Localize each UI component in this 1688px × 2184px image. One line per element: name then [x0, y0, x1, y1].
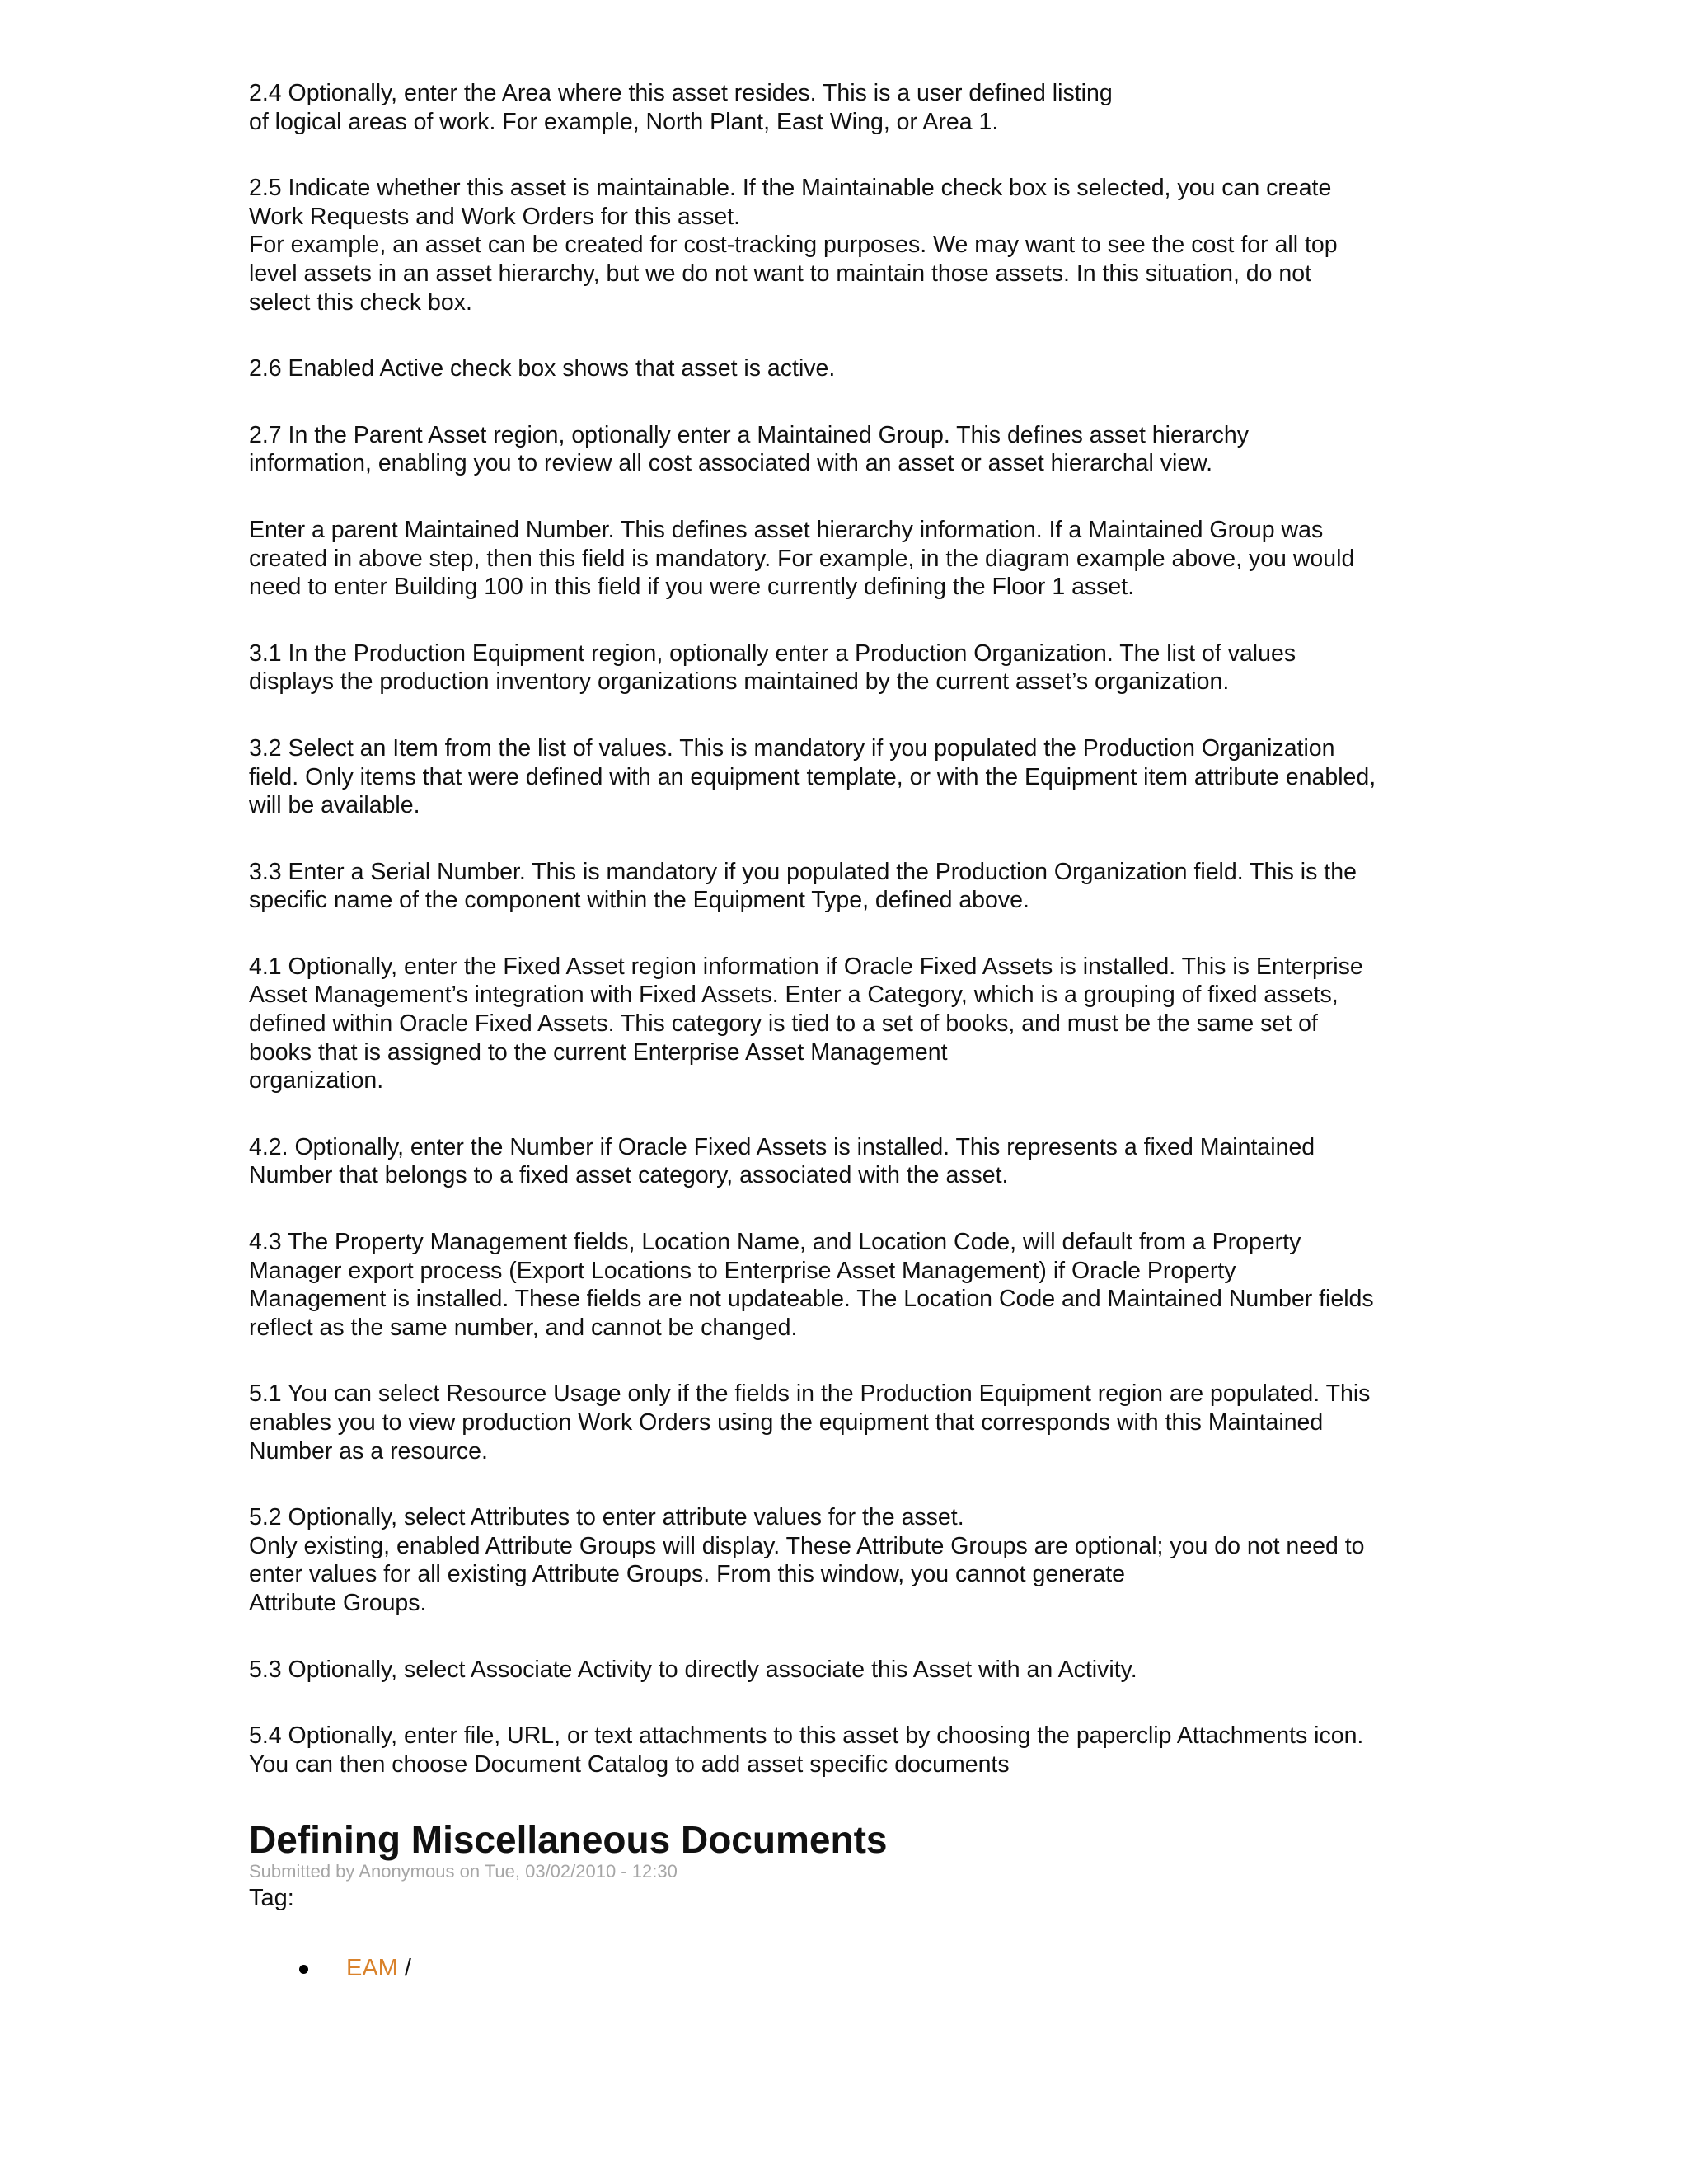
- paragraph-line: displays the production inventory organizations maintained by the current asset’s organization.: [249, 668, 1230, 696]
- paragraph-line: 2.4 Optionally, enter the Area where this asset resides. This is a user defined listing: [249, 80, 1113, 106]
- document-page: [249, 79, 1461, 1982]
- paragraph: [249, 1380, 1461, 1465]
- paragraph-line: 3.1 In the Production Equipment region, optionally enter a Production Organization. The list of values: [249, 640, 1296, 667]
- paragraph-line: Management is installed. These fields are not updateable. The Location Code and Maintained Number fields: [249, 1286, 1374, 1313]
- paragraph: [249, 953, 1461, 1095]
- paragraph-line: 4.2. Optionally, enter the Number if Oracle Fixed Assets is installed. This represents a fixed Maintained: [249, 1133, 1315, 1160]
- paragraph-line: reflect as the same number, and cannot be changed.: [249, 1314, 798, 1341]
- body-text: [249, 79, 1461, 1779]
- paragraph: [249, 421, 1461, 478]
- paragraph-line: Work Requests and Work Orders for this asset.: [249, 203, 741, 230]
- article-teaser: [249, 1816, 1461, 1982]
- paragraph-line: 2.6 Enabled Active check box shows that asset is active.: [249, 355, 836, 382]
- paragraph: [249, 1133, 1461, 1190]
- paragraph-line: books that is assigned to the current Enterprise Asset Management: [249, 1038, 948, 1066]
- paragraph: [249, 1656, 1461, 1685]
- paragraph-line: need to enter Building 100 in this field if you were currently defining the Floor 1 asset.: [249, 574, 1135, 601]
- paragraph-line: enables you to view production Work Orders using the equipment that corresponds with this Maintained: [249, 1409, 1324, 1436]
- paragraph-line: Only existing, enabled Attribute Groups will display. These Attribute Groups are optional; you do not need to: [249, 1532, 1365, 1559]
- paragraph-line: 3.2 Select an Item from the list of values. This is mandatory if you populated the Production Organization: [249, 734, 1335, 762]
- paragraph-line: 2.7 In the Parent Asset region, optionally enter a Maintained Group. This defines asset hierarchy: [249, 421, 1250, 448]
- paragraph: [249, 1503, 1461, 1617]
- paragraph: [249, 516, 1461, 602]
- paragraph-line: 4.3 The Property Management fields, Location Name, and Location Code, will default from a Property: [249, 1229, 1301, 1256]
- paragraph-line: of logical areas of work. For example, North Plant, East Wing, or Area 1.: [249, 108, 999, 135]
- tag-separator: /: [404, 1955, 411, 1982]
- paragraph: [249, 354, 1461, 383]
- article-title[interactable]: Defining Miscellaneous Documents: [249, 1818, 888, 1862]
- paragraph-line: 3.3 Enter a Serial Number. This is mandatory if you populated the Production Organization field. This is the: [249, 858, 1357, 885]
- paragraph-line: 2.5 Indicate whether this asset is maintainable. If the Maintainable check box is selected, you can create: [249, 175, 1332, 202]
- paragraph: [249, 734, 1461, 820]
- paragraph-line: 5.1 You can select Resource Usage only if the fields in the Production Equipment region are populated. This: [249, 1380, 1371, 1408]
- paragraph-line: level assets in an asset hierarchy, but we do not want to maintain those assets. In this situation, do not: [249, 260, 1312, 287]
- paragraph-line: will be available.: [249, 792, 420, 819]
- paragraph: [249, 858, 1461, 915]
- paragraph: [249, 1722, 1461, 1779]
- paragraph-line: 5.3 Optionally, select Associate Activity to directly associate this Asset with an Activity.: [249, 1656, 1137, 1683]
- paragraph-line: Enter a parent Maintained Number. This defines asset hierarchy information. If a Maintained Group was: [249, 516, 1324, 543]
- paragraph-line: field. Only items that were defined with an equipment template, or with the Equipment item attribute enabled,: [249, 763, 1376, 790]
- paragraph-line: Attribute Groups.: [249, 1589, 427, 1616]
- paragraph-line: You can then choose Document Catalog to add asset specific documents: [249, 1750, 1010, 1778]
- paragraph-line: For example, an asset can be created for cost-tracking purposes. We may want to see the cost for all top: [249, 232, 1338, 259]
- paragraph-line: 5.4 Optionally, enter file, URL, or text attachments to this asset by choosing the paperclip Attachments icon.: [249, 1722, 1364, 1750]
- paragraph: [249, 640, 1461, 696]
- paragraph-line: Number that belongs to a fixed asset category, associated with the asset.: [249, 1162, 1009, 1189]
- tag-label: Tag:: [249, 1885, 294, 1912]
- paragraph-line: 4.1 Optionally, enter the Fixed Asset region information if Oracle Fixed Assets is installed. This is Enterprise: [249, 953, 1363, 980]
- paragraph-line: enter values for all existing Attribute Groups. From this window, you cannot generate: [249, 1561, 1125, 1588]
- paragraph: [249, 1228, 1461, 1342]
- tag-link-eam[interactable]: EAM: [346, 1955, 398, 1982]
- paragraph-line: defined within Oracle Fixed Assets. This category is tied to a set of books, and must be the same set of: [249, 1010, 1318, 1038]
- paragraph: [249, 174, 1461, 316]
- paragraph-line: select this check box.: [249, 288, 472, 316]
- paragraph-line: information, enabling you to review all cost associated with an asset or asset hierarchal view.: [249, 450, 1213, 477]
- paragraph: [249, 79, 1461, 136]
- paragraph-line: Asset Management’s integration with Fixed Assets. Enter a Category, which is a grouping of fixed assets,: [249, 982, 1339, 1009]
- paragraph-line: Number as a resource.: [249, 1437, 488, 1465]
- paragraph-line: 5.2 Optionally, select Attributes to enter attribute values for the asset.: [249, 1504, 964, 1531]
- paragraph-line: specific name of the component within the Equipment Type, defined above.: [249, 887, 1029, 914]
- tag-list-item: [249, 1954, 1461, 1982]
- submitted-by-meta: Submitted by Anonymous on Tue, 03/02/2010 - 12:30: [249, 1861, 678, 1882]
- paragraph-line: Manager export process (Export Locations to Enterprise Asset Management) if Oracle Property: [249, 1257, 1236, 1284]
- bullet-icon: [299, 1965, 308, 1974]
- tag-list: [249, 1954, 1461, 1982]
- paragraph-line: organization.: [249, 1067, 384, 1094]
- paragraph-line: created in above step, then this field is mandatory. For example, in the diagram example above, you would: [249, 545, 1355, 572]
